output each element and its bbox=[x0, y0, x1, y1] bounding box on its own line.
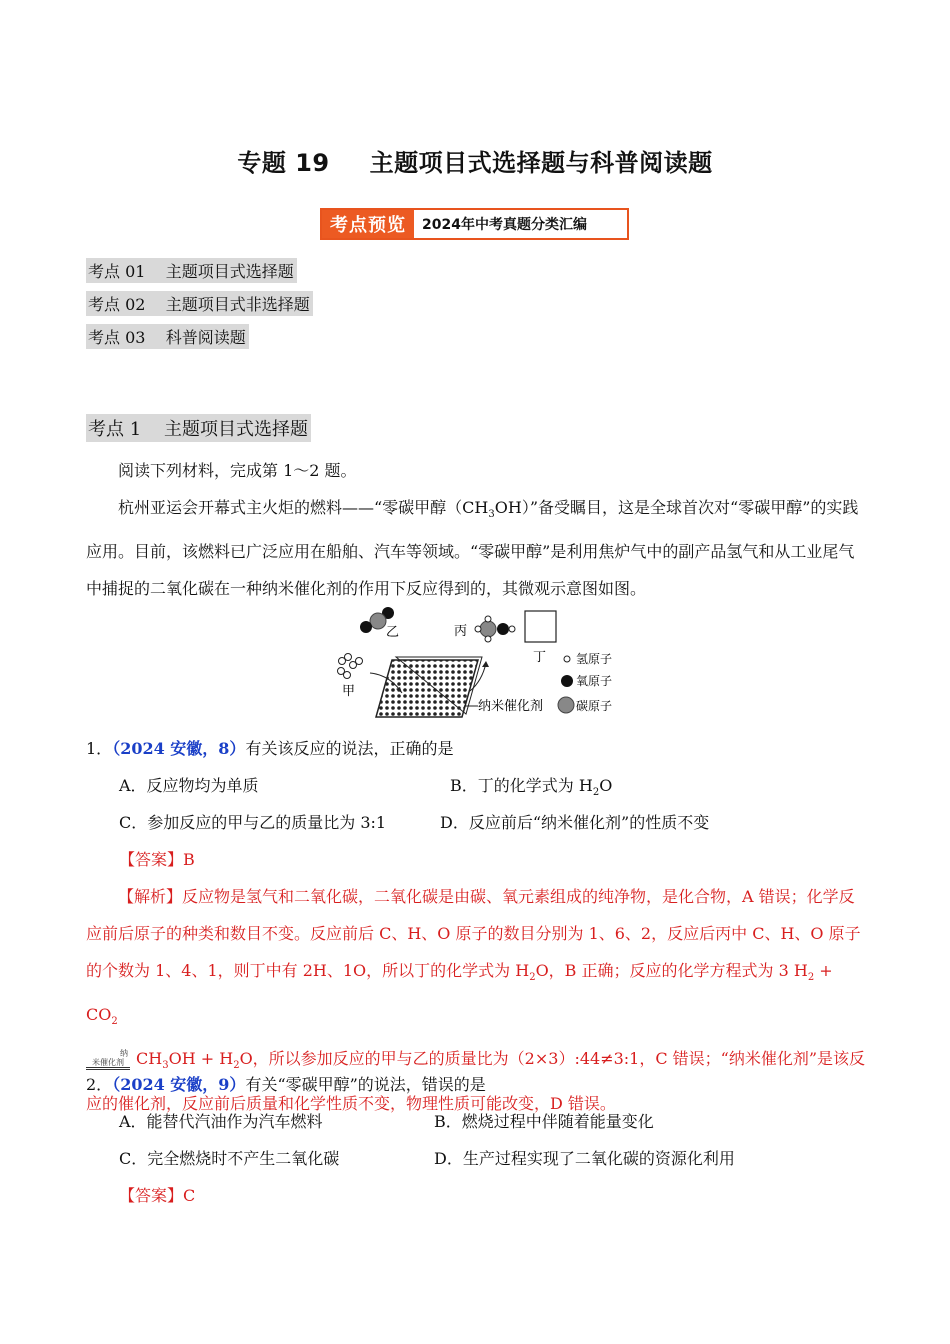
catalyst-condition-mark: 纳米催化剂 bbox=[86, 1049, 130, 1070]
question-2-text: 有关“零碳甲醇”的说法，错误的是 bbox=[245, 1075, 486, 1094]
label-jia: 甲 bbox=[342, 684, 356, 699]
legend-carbon: 碳原子 bbox=[576, 699, 613, 713]
exp-sub: 2 bbox=[111, 1016, 118, 1028]
title-text: 主题项目式选择题与科普阅读题 bbox=[369, 149, 713, 177]
title-number: 专题 19 bbox=[237, 149, 330, 177]
micro-diagram bbox=[330, 603, 630, 723]
q1-option-a: A．反应物均为单质 bbox=[119, 776, 259, 795]
bing-h-atom bbox=[509, 626, 515, 632]
section-heading: 考点 1 主题项目式选择题 bbox=[86, 414, 311, 442]
exp-sub: 2 bbox=[233, 1060, 240, 1072]
q1-option-c: C．参加反应的甲与乙的质量比为 3:1 bbox=[119, 813, 387, 832]
bing-h-atom bbox=[485, 636, 491, 642]
passage-part-a: 杭州亚运会开幕式主火炬的燃料——“零碳甲醇（CH bbox=[118, 498, 489, 517]
yi-oxygen-atom-2 bbox=[360, 621, 372, 633]
bing-h-atom bbox=[475, 626, 481, 632]
passage-sub: 3 bbox=[488, 509, 495, 521]
passage bbox=[86, 489, 866, 607]
exp-part-2: O，B 正确；反应的化学方程式为 3 H bbox=[535, 961, 808, 980]
label-ding: 丁 bbox=[533, 650, 547, 665]
toc-item-1: 考点 01 主题项目式选择题 bbox=[86, 258, 297, 283]
q2-option-c: C．完全燃烧时不产生二氧化碳 bbox=[119, 1149, 340, 1168]
legend-oxygen: 氧原子 bbox=[576, 674, 613, 688]
q1-option-d: D．反应前后“纳米催化剂”的性质不变 bbox=[440, 813, 710, 832]
exp-sub: 2 bbox=[807, 972, 815, 984]
q1-option-b-a: B．丁的化学式为 H bbox=[450, 776, 593, 795]
exp-part-3: + CO bbox=[86, 961, 833, 1025]
q1-option-b-b: O bbox=[599, 776, 613, 795]
q1-option-b bbox=[450, 773, 612, 798]
q2-option-a: A．能替代汽油作为汽车燃料 bbox=[119, 1112, 323, 1131]
yi-carbon-atom bbox=[370, 613, 386, 629]
legend-hydrogen-icon bbox=[564, 656, 570, 662]
exp-part-6: O，所以参加反应的甲与乙的质量比为（2×3）:44≠3:1，C 错误；“纳米催化剂”是该反应的催化剂，反应前后质量和化学性质不变，物理性质可能改变，D 错误。 bbox=[86, 1049, 866, 1113]
preview-banner bbox=[320, 208, 629, 240]
label-yi: 乙 bbox=[386, 625, 400, 640]
page-title bbox=[0, 143, 950, 178]
bing-carbon-atom bbox=[480, 621, 496, 637]
legend-oxygen-icon bbox=[561, 675, 573, 687]
exp-part-1: 【解析】反应物是氢气和二氧化碳，二氧化碳是由碳、氧元素组成的纯净物，是化合物，A 错误；化学反应前后原子的种类和数目不变。反应前后 C、H、O 原子的数目分别为 1、6、2，反应后丙中 C、H、O 原子的个数为 1、4、1，则丁中有 2H、1O，所以丁的化学式为 H bbox=[86, 887, 861, 980]
label-bing: 丙 bbox=[454, 624, 468, 639]
intro-text: 阅读下列材料，完成第 1～2 题。 bbox=[118, 461, 357, 480]
banner-subtitle: 2024年中考真题分类汇编 bbox=[422, 217, 587, 233]
q1-answer: 【答案】B bbox=[119, 850, 195, 869]
q2-answer: 【答案】C bbox=[119, 1186, 196, 1205]
exp-part-4: CH bbox=[136, 1049, 163, 1069]
q2-option-b: B．燃烧过程中伴随着能量变化 bbox=[434, 1112, 654, 1131]
question-1-number: 1． bbox=[86, 739, 113, 758]
question-2-number: 2． bbox=[86, 1075, 113, 1094]
catalyst-plate bbox=[376, 660, 478, 717]
q2-option-d: D．生产过程实现了二氧化碳的资源化利用 bbox=[434, 1149, 735, 1168]
label-catalyst: 纳米催化剂 bbox=[478, 699, 544, 714]
exp-sub: 2 bbox=[529, 972, 536, 984]
jia-h-atom bbox=[345, 654, 352, 661]
question-1-source: （2024 安徽，8） bbox=[112, 739, 246, 758]
toc-item-3: 考点 03 科普阅读题 bbox=[86, 324, 249, 349]
question-1-stem bbox=[86, 736, 453, 759]
arrow-out-head bbox=[482, 661, 489, 667]
banner-tag: 考点预览 bbox=[322, 210, 414, 238]
ding-box bbox=[525, 611, 556, 642]
q1-option-b-sub: 2 bbox=[592, 787, 600, 799]
question-2-stem bbox=[86, 1072, 486, 1095]
question-2-source: （2024 安徽，9） bbox=[112, 1075, 246, 1094]
bing-oxygen-atom bbox=[497, 623, 509, 635]
legend-carbon-icon bbox=[558, 697, 574, 713]
jia-h-atom bbox=[344, 672, 351, 679]
bing-h-atom bbox=[485, 616, 491, 622]
legend-hydrogen: 氢原子 bbox=[576, 652, 613, 666]
question-1-text: 有关该反应的说法，正确的是 bbox=[245, 739, 454, 758]
exp-sub: 3 bbox=[162, 1060, 169, 1072]
toc-item-2: 考点 02 主题项目式非选择题 bbox=[86, 291, 313, 316]
passage-part-b: OH）”备受瞩目，这是全球首次对“零碳甲醇”的实践应用。目前，该燃料已广泛应用在船舶、汽车等领域。“零碳甲醇”是利用焦炉气中的副产品氢气和从工业尾气中捕捉的二氧化碳在一种纳米催化剂的作用下反应得到的，其微观示意图如图。 bbox=[86, 498, 859, 599]
jia-h-atom bbox=[356, 658, 363, 665]
exp-part-5: OH + H bbox=[168, 1049, 234, 1069]
